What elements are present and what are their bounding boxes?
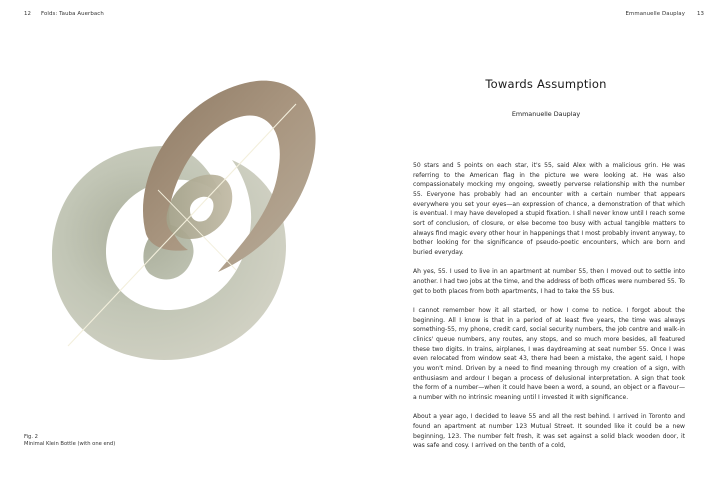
running-title-right: Emmanuelle Dauplay [625, 11, 685, 17]
caption-figure-number: Fig. 2 [24, 434, 38, 440]
caption-figure-title: Minimal Klein Bottle (with one end) [24, 441, 116, 447]
body-paragraph: About a year ago, I decided to leave 55 and all the rest behind. I arrived in Toronto and found an apartment at number 123 Mutual Street. It sounded like it could be a new beginning, 123. The number felt fresh, it was set against a solid black wooden door, it was safe and cosy. I arrived on the tenth of a cold, [413, 413, 685, 450]
page-number-left: 12 [24, 11, 32, 17]
essay-author: Emmanuelle Dauplay [511, 110, 581, 118]
figure-caption [24, 434, 115, 448]
page-number-right: 13 [696, 11, 704, 17]
klein-bottle-illustration [40, 74, 330, 364]
running-title-left: Folds: Tauba Auerbach [41, 11, 104, 17]
body-paragraph: I cannot remember how it all started, or how I come to notice. I forgot about the beginning. All I know is that in a period of at least five years, the time was always something-55, my phone, credit card, social security numbers, the job centre and walk-in clinics' queue numbers, any routes, any stops, and so much more besides, all featured these two digits. In trains, airplanes, I was daydreaming at seat number 55. Once I was even relocated from window seat 43, there had been a mistake, the agent said, I hope you won't mind. Driven by a need to find meaning through my creation of a sign, with enthusiasm and ardour I began a process of delusional interpretation. A sign that took the form of a number—when it could have been a word, a sound, an object or a flavour—a number with no intrinsic meaning until I invested it with significance. [413, 307, 685, 402]
essay-body [413, 161, 685, 451]
upper-ring-shape [143, 81, 316, 272]
body-paragraph: Ah yes, 55. I used to live in an apartment at number 55, then I moved out to settle into another. I had two jobs at the time, and the address of both offices were numbered 55. To get to both places from both apartments, I had to take the 55 bus. [413, 268, 685, 295]
body-paragraph: 50 stars and 5 points on each star, it's 55, said Alex with a malicious grin. He was referring to the American flag in the picture we were looking at. He was also compassionately mocking my ongoing, sweetly perverse relationship with the number 55. Everyone has probably had an encounter with a certain number that appears everywhere you set your eyes—an expression of chance, a demonstration of that which is eventual. I may have developed a stupid fixation. I shall never know until I reach some sort of conclusion, of closure, or else become too busy with actual tangible matters to always find magic every other hour in happenings that I most probably invent anyway, to bother looking for the significance of pseudo-poetic encounters, which are born and buried everyday. [413, 162, 685, 256]
essay-title: Towards Assumption [485, 77, 607, 91]
right-page [364, 0, 728, 480]
